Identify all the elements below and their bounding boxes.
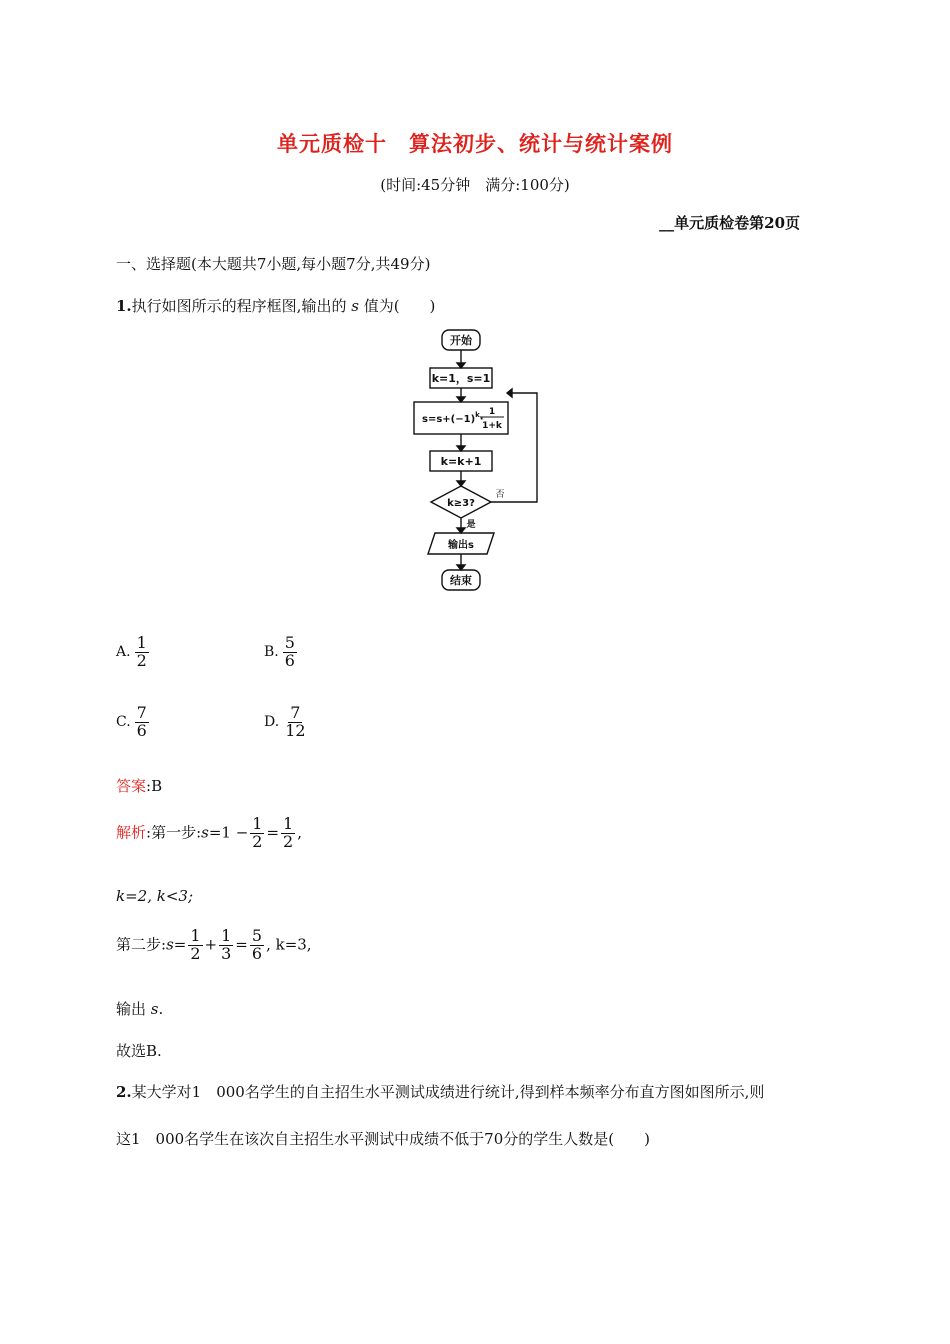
update-s-dot: · <box>479 414 484 425</box>
option-b[interactable]: B. $\frac{5}{6}$ <box>264 633 295 670</box>
analysis-step-2: 第二步:s= $\frac{1}{2}$ + $\frac{1}{3}$ = $\frac{5}{6}$ , k=3, <box>116 926 312 963</box>
section-heading: 一、选择题(本大题共7小题,每小题7分,共49分) <box>116 255 431 273</box>
answer-line <box>116 775 162 796</box>
page-title: 单元质检十 算法初步、统计与统计案例 <box>277 131 673 156</box>
program-flowchart <box>408 325 548 595</box>
question-number: 2. <box>116 1083 132 1101</box>
fraction: $\frac{1}{3}$ <box>221 926 232 963</box>
page-reference: __单元质检卷第20页 <box>659 214 800 232</box>
analysis-k-line: k=2, k<3; <box>116 887 193 905</box>
question-1 <box>116 295 435 316</box>
analysis-conclusion: 故选B. <box>116 1042 162 1060</box>
analysis-output-line: 输出 s. <box>116 1000 164 1018</box>
question-2-line-1: 2.某大学对1 000名学生的自主招生水平测试成绩进行统计,得到样本频率分布直方图如图所示,则 <box>116 1083 765 1101</box>
option-a-fraction: $\frac{1}{2}$ <box>136 633 147 670</box>
init-label: k=1，s=1 <box>431 372 491 385</box>
option-d[interactable]: D. $\frac{7}{12}$ <box>264 703 306 740</box>
no-branch-label: 否 <box>495 490 505 500</box>
condition-label: k≥3? <box>447 498 475 509</box>
increment-label: k=k+1 <box>440 455 482 468</box>
yes-branch-label: 是 <box>466 520 476 530</box>
fraction: $\frac{5}{6}$ <box>251 926 263 963</box>
start-label: 开始 <box>450 334 472 347</box>
question-variable: s <box>351 297 359 315</box>
output-label: 输出s <box>448 540 474 551</box>
answer-label: 答案 <box>116 777 147 795</box>
update-s-exponent: k <box>475 411 480 419</box>
option-a[interactable]: A. $\frac{1}{2}$ <box>116 633 147 670</box>
option-c-fraction: $\frac{7}{6}$ <box>136 703 147 740</box>
fraction: $\frac{1}{2}$ <box>283 814 294 851</box>
fraction: $\frac{1}{2}$ <box>252 814 263 851</box>
question-number: 1. <box>116 297 132 315</box>
end-label: 结束 <box>450 574 472 587</box>
answer-value: :B <box>146 777 163 795</box>
exam-meta: (时间:45分钟 满分:100分) <box>380 176 570 194</box>
question-text-end: 值为( ) <box>358 297 436 315</box>
loop-back-line <box>488 393 537 502</box>
analysis-step-1: 解析:第一步:s=1 − $\frac{1}{2}$ = $\frac{1}{2}$ , <box>116 814 303 851</box>
update-s-denominator: 1+k <box>482 421 502 431</box>
option-b-fraction: $\frac{5}{6}$ <box>284 633 295 670</box>
question-text: 执行如图所示的程序框图,输出的 <box>131 297 352 315</box>
question-2-line-2: 这1 000名学生在该次自主招生水平测试中成绩不低于70分的学生人数是( ) <box>116 1130 650 1148</box>
update-s-label: s=s+(−1) <box>422 414 476 425</box>
option-c[interactable]: C. $\frac{7}{6}$ <box>116 703 147 740</box>
fraction: $\frac{1}{2}$ <box>190 926 201 963</box>
svg-text:s=s+(−1)k· <box>422 411 484 425</box>
option-d-fraction: $\frac{7}{12}$ <box>285 703 306 740</box>
analysis-label: 解析 <box>116 823 147 842</box>
update-s-numerator: 1 <box>488 407 496 417</box>
